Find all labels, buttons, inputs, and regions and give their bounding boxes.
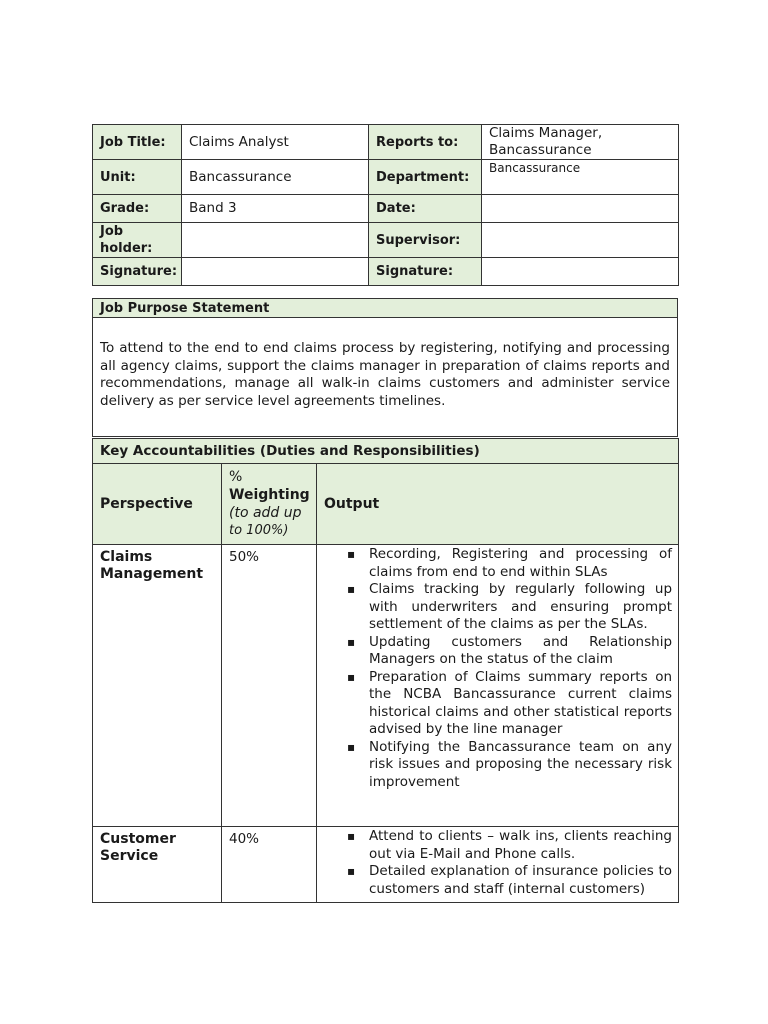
table-row	[93, 195, 679, 223]
job-title-value: Claims Analyst	[182, 125, 369, 160]
table-row	[93, 299, 678, 318]
job-purpose-text: To attend to the end to end claims process by registering, notifying and processing all agency claims, support the claims manager in preparation of claims reports and recommendations, manage all walk-in claims customers and administer service delivery as per service level agreements timelines.	[93, 318, 678, 437]
date-label: Date:	[369, 195, 482, 223]
table-row	[93, 545, 679, 827]
accountabilities-title: Key Accountabilities (Duties and Responsibilities)	[93, 439, 679, 464]
table-row	[93, 223, 679, 258]
key-accountabilities-table	[92, 438, 679, 903]
list-item: ▪ Notifying the Bancassurance team on any risk issues and proposing the necessary risk improvement	[369, 739, 672, 792]
list-item: ▪ Attend to clients – walk ins, clients reaching out via E-Mail and Phone calls.	[369, 828, 672, 863]
supervisor-signature-label: Signature:	[369, 258, 482, 286]
list-item: ▪ Recording, Registering and processing of claims from end to end within SLAs	[369, 546, 672, 581]
reports-to-label: Reports to:	[369, 125, 482, 160]
weighting-note-line1: (to add up	[229, 505, 302, 521]
weighting-note-line2: to 100%)	[229, 523, 289, 538]
job-title-label: Job Title:	[93, 125, 182, 160]
table-row	[93, 318, 678, 437]
column-header-output: Output	[317, 464, 679, 545]
table-row	[93, 439, 679, 464]
signature-label: Signature:	[93, 258, 182, 286]
table-row	[93, 125, 679, 160]
table-row	[93, 827, 679, 903]
list-item: ▪ Detailed explanation of insurance policies to customers and staff (internal customers)	[369, 863, 672, 898]
department-label: Department:	[369, 160, 482, 195]
table-row	[93, 160, 679, 195]
output-list	[347, 828, 672, 898]
weight-customer-service: 40%	[222, 827, 317, 903]
column-header-weighting	[222, 464, 317, 545]
reports-to-value: Claims Manager, Bancassurance	[482, 125, 679, 160]
list-item: ▪ Preparation of Claims summary reports on the NCBA Bancassurance current claims historical claims and other statistical reports advised by the line manager	[369, 669, 672, 739]
date-value	[482, 195, 679, 223]
list-item: ▪ Updating customers and Relationship Managers on the status of the claim	[369, 634, 672, 669]
job-holder-value	[182, 223, 369, 258]
supervisor-value	[482, 223, 679, 258]
job-holder-label: Job holder:	[93, 223, 182, 258]
job-purpose-title: Job Purpose Statement	[93, 299, 678, 318]
output-list	[347, 546, 672, 791]
table-row	[93, 464, 679, 545]
column-header-perspective: Perspective	[93, 464, 222, 545]
supervisor-label: Supervisor:	[369, 223, 482, 258]
unit-label: Unit:	[93, 160, 182, 195]
list-item: ▪ Claims tracking by regularly following up with underwriters and ensuring prompt settlement of the claims as per the SLAs.	[369, 581, 672, 634]
weighting-percent-sign: %	[229, 469, 243, 485]
output-customer-service	[317, 827, 679, 903]
signature-value	[182, 258, 369, 286]
unit-value: Bancassurance	[182, 160, 369, 195]
grade-label: Grade:	[93, 195, 182, 223]
weight-claims-management: 50%	[222, 545, 317, 827]
weighting-label: Weighting	[229, 487, 310, 503]
job-purpose-table	[92, 298, 678, 437]
supervisor-signature-value	[482, 258, 679, 286]
job-details-table	[92, 124, 679, 286]
department-value: Bancassurance	[482, 160, 679, 195]
output-claims-management	[317, 545, 679, 827]
table-row	[93, 258, 679, 286]
grade-value: Band 3	[182, 195, 369, 223]
perspective-claims-management: Claims Management	[93, 545, 222, 827]
perspective-customer-service: Customer Service	[93, 827, 222, 903]
